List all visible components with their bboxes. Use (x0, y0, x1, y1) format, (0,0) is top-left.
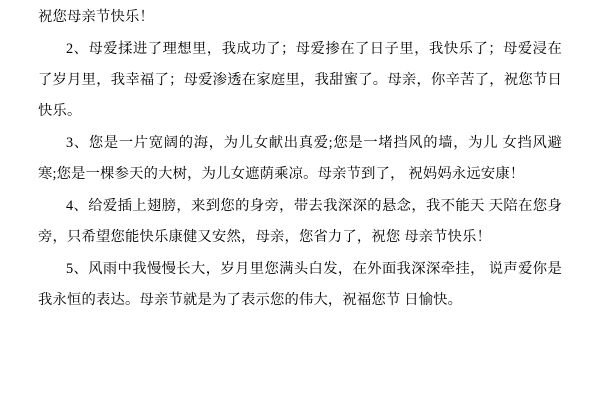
paragraph-item-4: 4、给爱插上翅膀，来到您的身旁，带去我深深的悬念，我不能天 天陪在您身旁，只希望您能快乐康健又安然，母亲，您省力了，祝您 母亲节快乐！ (38, 198, 562, 245)
paragraph-greeting: 祝您母亲节快乐！ (38, 9, 154, 25)
paragraph-item-3: 3、您是一片宽阔的海，为儿女献出真爱;您是一堵挡风的墙，为儿 女挡风避寒;您是一棵参天的大树，为儿女遮荫乘凉。母亲节到了， 祝妈妈永远安康！ (38, 135, 562, 182)
paragraph-item-2: 2、母爱揉进了理想里，我成功了；母爱掺在了日子里，我快乐了；母爱浸在了岁月里，我幸福了；母爱渗透在家庭里，我甜蜜了。母亲，你辛苦了，祝您节日快乐。 (38, 41, 562, 119)
paragraph-item-5: 5、风雨中我慢慢长大，岁月里您满头白发，在外面我深深牵挂， 说声爱你是我永恒的表达。母亲节就是为了表示您的伟大，祝福您节 日愉快。 (38, 254, 562, 316)
document-body (38, 0, 562, 316)
